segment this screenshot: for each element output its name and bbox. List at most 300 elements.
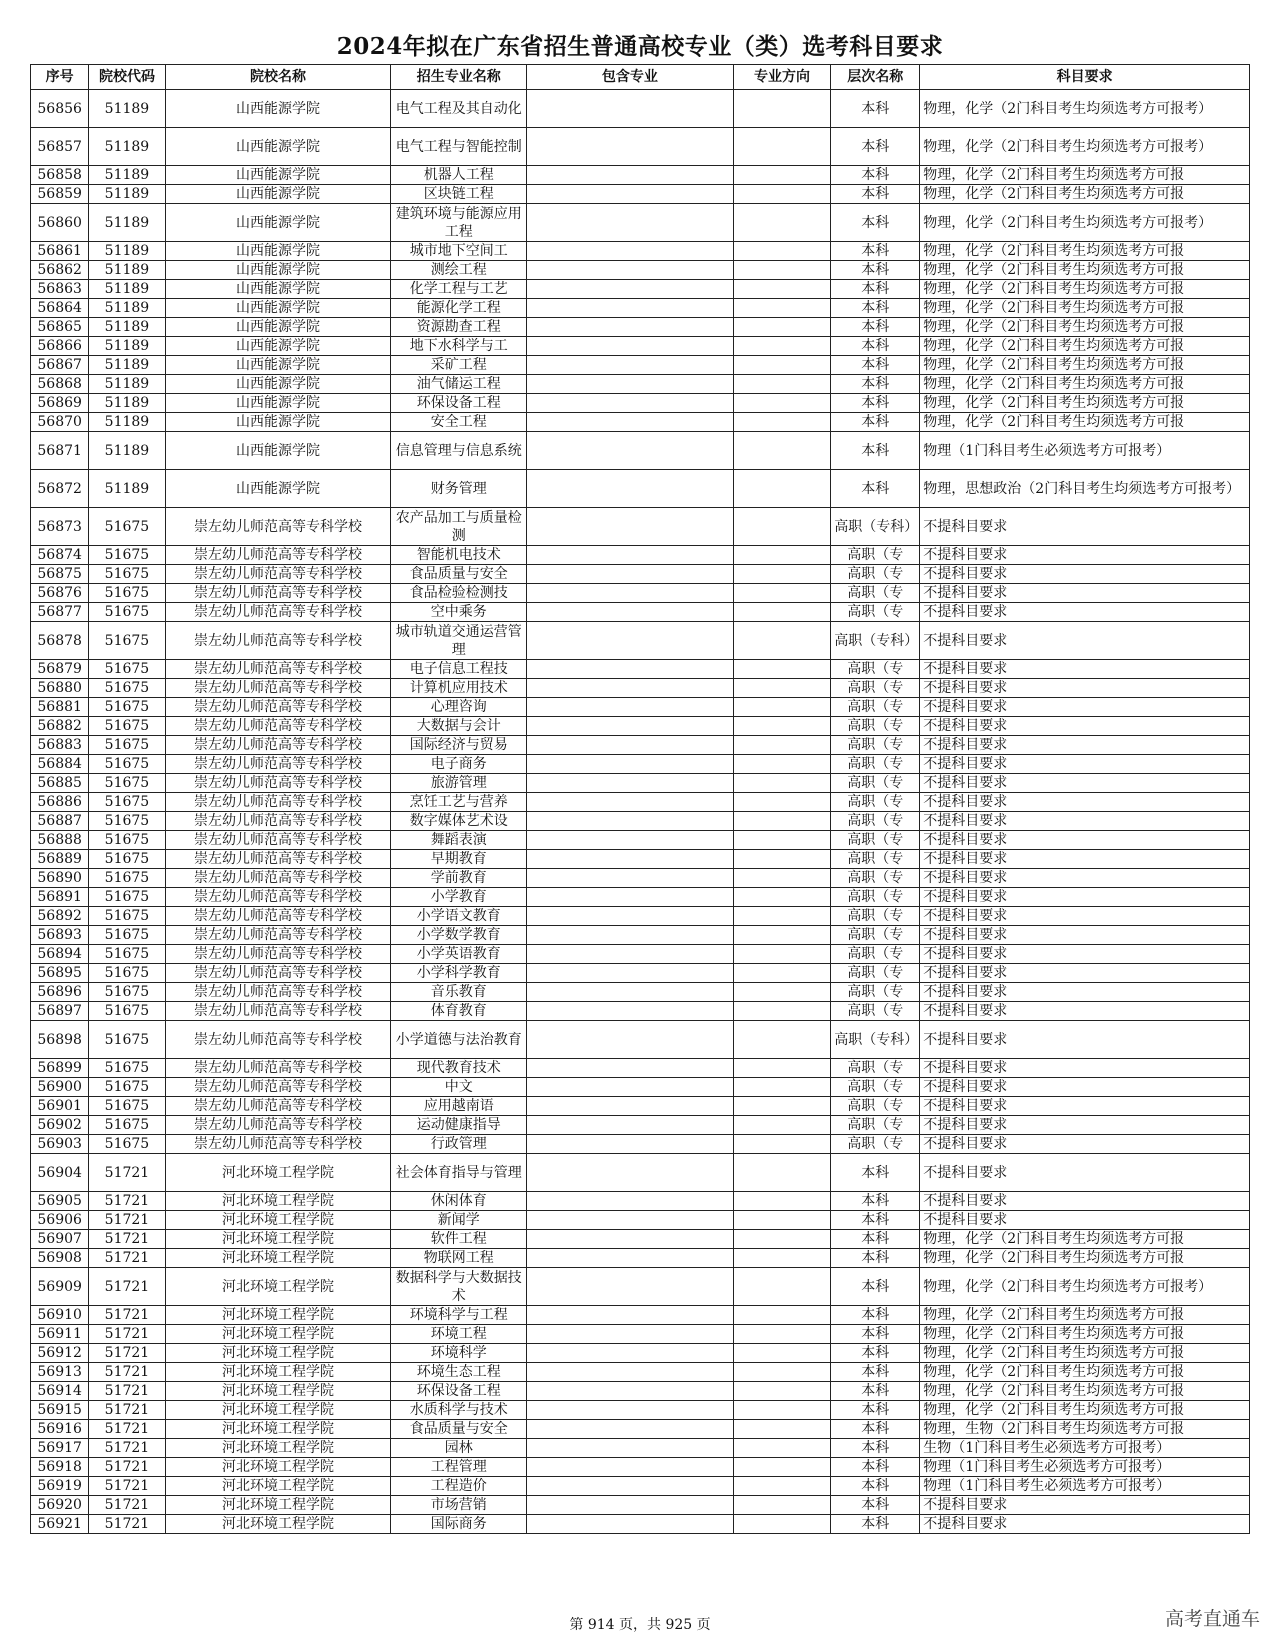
cell-seq: 56891 [31, 888, 89, 907]
cell-level: 高职（专 [831, 1097, 920, 1116]
cell-school-name: 河北环境工程学院 [165, 1401, 391, 1420]
cell-school-name: 山西能源学院 [165, 375, 391, 394]
table-row [31, 1363, 1250, 1382]
cell-seq: 56897 [31, 1002, 89, 1021]
cell-school-code: 51721 [89, 1496, 165, 1515]
cell-level: 高职（专科） [831, 508, 920, 546]
cell-school-code: 51189 [89, 185, 165, 204]
cell-subject-req: 不提科目要求 [920, 774, 1250, 793]
table-header-row [31, 65, 1250, 90]
cell-subject-req: 不提科目要求 [920, 546, 1250, 565]
cell-subject-req: 不提科目要求 [920, 1515, 1250, 1534]
cell-major-name: 中文 [391, 1078, 527, 1097]
cell-major-name: 电子商务 [391, 755, 527, 774]
cell-subject-req: 物理，化学（2门科目考生均须选考方可报 [920, 185, 1250, 204]
cell-school-name: 河北环境工程学院 [165, 1230, 391, 1249]
table-row [31, 1325, 1250, 1344]
cell-level: 高职（专 [831, 812, 920, 831]
cell-included-majors [527, 1458, 734, 1477]
cell-school-code: 51721 [89, 1420, 165, 1439]
cell-level: 本科 [831, 394, 920, 413]
cell-included-majors [527, 1059, 734, 1078]
cell-school-code: 51189 [89, 356, 165, 375]
brand-watermark: 高考直通车 [1164, 1608, 1260, 1630]
col-header-school-code: 院校代码 [89, 65, 165, 90]
cell-seq: 56859 [31, 185, 89, 204]
cell-subject-req: 不提科目要求 [920, 1116, 1250, 1135]
table-row [31, 299, 1250, 318]
col-header-major-direction: 专业方向 [733, 65, 831, 90]
table-row [31, 774, 1250, 793]
cell-school-code: 51721 [89, 1249, 165, 1268]
cell-included-majors [527, 242, 734, 261]
cell-major-name: 小学英语教育 [391, 945, 527, 964]
table-row [31, 337, 1250, 356]
cell-included-majors [527, 185, 734, 204]
cell-major-direction [733, 1211, 831, 1230]
cell-major-name: 食品质量与安全 [391, 565, 527, 584]
cell-level: 本科 [831, 1230, 920, 1249]
cell-level: 本科 [831, 204, 920, 242]
cell-school-name: 崇左幼儿师范高等专科学校 [165, 1097, 391, 1116]
cell-included-majors [527, 907, 734, 926]
cell-major-direction [733, 1439, 831, 1458]
table-row [31, 1154, 1250, 1192]
table-row [31, 394, 1250, 413]
cell-included-majors [527, 318, 734, 337]
cell-included-majors [527, 394, 734, 413]
cell-school-code: 51189 [89, 299, 165, 318]
cell-seq: 56870 [31, 413, 89, 432]
cell-included-majors [527, 1382, 734, 1401]
cell-major-name: 食品质量与安全 [391, 1420, 527, 1439]
cell-included-majors [527, 679, 734, 698]
cell-subject-req: 不提科目要求 [920, 508, 1250, 546]
subject-requirements-table [30, 64, 1250, 1534]
cell-school-code: 51675 [89, 755, 165, 774]
cell-seq: 56879 [31, 660, 89, 679]
cell-major-direction [733, 565, 831, 584]
cell-major-name: 市场营销 [391, 1496, 527, 1515]
cell-major-name: 数据科学与大数据技术 [391, 1268, 527, 1306]
cell-subject-req: 不提科目要求 [920, 698, 1250, 717]
cell-school-name: 崇左幼儿师范高等专科学校 [165, 774, 391, 793]
table-row [31, 888, 1250, 907]
cell-major-direction [733, 812, 831, 831]
col-header-subject-req: 科目要求 [920, 65, 1250, 90]
cell-major-name: 城市地下空间工 [391, 242, 527, 261]
table-row [31, 242, 1250, 261]
table-row [31, 983, 1250, 1002]
cell-included-majors [527, 128, 734, 166]
cell-major-direction [733, 869, 831, 888]
cell-major-name: 城市轨道交通运营管理 [391, 622, 527, 660]
cell-major-name: 电气工程与智能控制 [391, 128, 527, 166]
cell-included-majors [527, 1306, 734, 1325]
cell-included-majors [527, 812, 734, 831]
cell-subject-req: 不提科目要求 [920, 736, 1250, 755]
cell-subject-req: 物理，化学（2门科目考生均须选考方可报 [920, 318, 1250, 337]
table-row [31, 166, 1250, 185]
cell-major-name: 旅游管理 [391, 774, 527, 793]
cell-seq: 56863 [31, 280, 89, 299]
cell-seq: 56911 [31, 1325, 89, 1344]
cell-school-name: 山西能源学院 [165, 337, 391, 356]
cell-included-majors [527, 337, 734, 356]
cell-included-majors [527, 755, 734, 774]
cell-included-majors [527, 945, 734, 964]
cell-major-direction [733, 394, 831, 413]
cell-major-direction [733, 1515, 831, 1534]
table-row [31, 261, 1250, 280]
table-row [31, 1496, 1250, 1515]
cell-major-name: 食品检验检测技 [391, 584, 527, 603]
cell-included-majors [527, 698, 734, 717]
cell-included-majors [527, 1420, 734, 1439]
cell-major-name: 环境科学与工程 [391, 1306, 527, 1325]
cell-school-code: 51675 [89, 508, 165, 546]
cell-seq: 56902 [31, 1116, 89, 1135]
cell-school-name: 山西能源学院 [165, 299, 391, 318]
cell-school-code: 51675 [89, 888, 165, 907]
cell-school-name: 河北环境工程学院 [165, 1363, 391, 1382]
cell-major-name: 现代教育技术 [391, 1059, 527, 1078]
cell-school-code: 51721 [89, 1192, 165, 1211]
cell-included-majors [527, 1439, 734, 1458]
cell-school-code: 51189 [89, 470, 165, 508]
cell-school-name: 河北环境工程学院 [165, 1344, 391, 1363]
cell-school-code: 51675 [89, 869, 165, 888]
cell-seq: 56912 [31, 1344, 89, 1363]
cell-level: 本科 [831, 1325, 920, 1344]
cell-level: 本科 [831, 356, 920, 375]
cell-subject-req: 不提科目要求 [920, 717, 1250, 736]
cell-major-direction [733, 926, 831, 945]
cell-subject-req: 物理（1门科目考生必须选考方可报考） [920, 1458, 1250, 1477]
table-row [31, 128, 1250, 166]
cell-included-majors [527, 1496, 734, 1515]
cell-major-name: 体育教育 [391, 1002, 527, 1021]
cell-included-majors [527, 565, 734, 584]
cell-subject-req: 物理，化学（2门科目考生均须选考方可报 [920, 1363, 1250, 1382]
cell-level: 本科 [831, 375, 920, 394]
cell-seq: 56894 [31, 945, 89, 964]
cell-major-direction [733, 1268, 831, 1306]
cell-school-name: 崇左幼儿师范高等专科学校 [165, 831, 391, 850]
cell-level: 高职（专 [831, 869, 920, 888]
cell-seq: 56917 [31, 1439, 89, 1458]
cell-school-name: 山西能源学院 [165, 185, 391, 204]
cell-school-name: 山西能源学院 [165, 280, 391, 299]
cell-level: 高职（专 [831, 1078, 920, 1097]
cell-seq: 56901 [31, 1097, 89, 1116]
cell-included-majors [527, 584, 734, 603]
cell-seq: 56883 [31, 736, 89, 755]
cell-major-direction [733, 983, 831, 1002]
cell-seq: 56914 [31, 1382, 89, 1401]
cell-school-code: 51675 [89, 831, 165, 850]
cell-major-direction [733, 584, 831, 603]
cell-subject-req: 物理，化学（2门科目考生均须选考方可报 [920, 413, 1250, 432]
cell-included-majors [527, 1401, 734, 1420]
cell-major-direction [733, 1230, 831, 1249]
cell-school-code: 51675 [89, 983, 165, 1002]
page-number: 第 914 页，共 925 页 [569, 1617, 711, 1633]
cell-subject-req: 不提科目要求 [920, 1496, 1250, 1515]
cell-subject-req: 物理，化学（2门科目考生均须选考方可报 [920, 299, 1250, 318]
cell-major-name: 物联网工程 [391, 1249, 527, 1268]
table-row [31, 1078, 1250, 1097]
cell-level: 高职（专 [831, 755, 920, 774]
cell-major-name: 园林 [391, 1439, 527, 1458]
cell-included-majors [527, 1154, 734, 1192]
cell-major-direction [733, 1078, 831, 1097]
cell-major-direction [733, 413, 831, 432]
cell-school-name: 崇左幼儿师范高等专科学校 [165, 793, 391, 812]
cell-subject-req: 物理，化学（2门科目考生均须选考方可报 [920, 1401, 1250, 1420]
cell-seq: 56857 [31, 128, 89, 166]
cell-seq: 56890 [31, 869, 89, 888]
cell-school-code: 51189 [89, 432, 165, 470]
cell-seq: 56895 [31, 964, 89, 983]
cell-subject-req: 不提科目要求 [920, 679, 1250, 698]
cell-school-code: 51675 [89, 945, 165, 964]
cell-major-name: 资源勘查工程 [391, 318, 527, 337]
cell-school-code: 51189 [89, 318, 165, 337]
cell-major-name: 应用越南语 [391, 1097, 527, 1116]
cell-subject-req: 物理，化学（2门科目考生均须选考方可报 [920, 375, 1250, 394]
table-row [31, 1268, 1250, 1306]
cell-school-name: 崇左幼儿师范高等专科学校 [165, 907, 391, 926]
cell-school-name: 崇左幼儿师范高等专科学校 [165, 850, 391, 869]
cell-major-direction [733, 204, 831, 242]
table-row [31, 546, 1250, 565]
cell-level: 本科 [831, 1363, 920, 1382]
cell-subject-req: 物理，化学（2门科目考生均须选考方可报考） [920, 128, 1250, 166]
cell-school-code: 51675 [89, 793, 165, 812]
table-row [31, 280, 1250, 299]
cell-seq: 56921 [31, 1515, 89, 1534]
cell-subject-req: 不提科目要求 [920, 660, 1250, 679]
cell-school-name: 崇左幼儿师范高等专科学校 [165, 1116, 391, 1135]
cell-school-code: 51675 [89, 1002, 165, 1021]
cell-subject-req: 物理，化学（2门科目考生均须选考方可报 [920, 1382, 1250, 1401]
table-row [31, 432, 1250, 470]
cell-major-direction [733, 318, 831, 337]
table-row [31, 755, 1250, 774]
cell-major-name: 化学工程与工艺 [391, 280, 527, 299]
table-row [31, 717, 1250, 736]
cell-seq: 56889 [31, 850, 89, 869]
cell-level: 高职（专 [831, 1135, 920, 1154]
cell-level: 本科 [831, 318, 920, 337]
col-header-school-name: 院校名称 [165, 65, 391, 90]
cell-school-code: 51675 [89, 698, 165, 717]
cell-major-name: 运动健康指导 [391, 1116, 527, 1135]
cell-level: 本科 [831, 90, 920, 128]
cell-seq: 56896 [31, 983, 89, 1002]
cell-subject-req: 物理，化学（2门科目考生均须选考方可报 [920, 280, 1250, 299]
table-row [31, 318, 1250, 337]
cell-major-name: 小学教育 [391, 888, 527, 907]
cell-school-name: 崇左幼儿师范高等专科学校 [165, 679, 391, 698]
table-row [31, 622, 1250, 660]
cell-school-name: 河北环境工程学院 [165, 1420, 391, 1439]
cell-level: 本科 [831, 1249, 920, 1268]
cell-level: 本科 [831, 1306, 920, 1325]
cell-subject-req: 不提科目要求 [920, 869, 1250, 888]
cell-school-code: 51675 [89, 1078, 165, 1097]
cell-major-name: 电子信息工程技 [391, 660, 527, 679]
cell-included-majors [527, 261, 734, 280]
cell-major-name: 音乐教育 [391, 983, 527, 1002]
cell-seq: 56919 [31, 1477, 89, 1496]
cell-included-majors [527, 1211, 734, 1230]
cell-major-name: 小学语文教育 [391, 907, 527, 926]
cell-school-code: 51675 [89, 774, 165, 793]
cell-school-code: 51189 [89, 261, 165, 280]
cell-major-direction [733, 242, 831, 261]
cell-seq: 56880 [31, 679, 89, 698]
cell-school-name: 崇左幼儿师范高等专科学校 [165, 717, 391, 736]
cell-subject-req: 不提科目要求 [920, 1097, 1250, 1116]
cell-level: 本科 [831, 1401, 920, 1420]
cell-seq: 56881 [31, 698, 89, 717]
cell-subject-req: 不提科目要求 [920, 888, 1250, 907]
cell-school-name: 山西能源学院 [165, 413, 391, 432]
cell-subject-req: 不提科目要求 [920, 850, 1250, 869]
cell-seq: 56872 [31, 470, 89, 508]
table-row [31, 1439, 1250, 1458]
cell-level: 高职（专 [831, 660, 920, 679]
cell-major-name: 能源化学工程 [391, 299, 527, 318]
cell-major-name: 早期教育 [391, 850, 527, 869]
cell-school-code: 51189 [89, 90, 165, 128]
table-row [31, 1458, 1250, 1477]
cell-school-name: 河北环境工程学院 [165, 1268, 391, 1306]
cell-seq: 56875 [31, 565, 89, 584]
cell-seq: 56876 [31, 584, 89, 603]
cell-subject-req: 不提科目要求 [920, 755, 1250, 774]
cell-school-name: 山西能源学院 [165, 204, 391, 242]
cell-school-name: 山西能源学院 [165, 432, 391, 470]
cell-school-code: 51675 [89, 584, 165, 603]
cell-included-majors [527, 1268, 734, 1306]
cell-subject-req: 物理，思想政治（2门科目考生均须选考方可报考） [920, 470, 1250, 508]
cell-major-direction [733, 1192, 831, 1211]
cell-level: 高职（专 [831, 717, 920, 736]
cell-major-direction [733, 470, 831, 508]
cell-level: 高职（专 [831, 907, 920, 926]
cell-seq: 56893 [31, 926, 89, 945]
cell-subject-req: 物理，生物（2门科目考生均须选考方可报 [920, 1420, 1250, 1439]
cell-major-name: 工程管理 [391, 1458, 527, 1477]
cell-level: 本科 [831, 261, 920, 280]
cell-major-name: 新闻学 [391, 1211, 527, 1230]
cell-subject-req: 不提科目要求 [920, 1002, 1250, 1021]
cell-level: 本科 [831, 432, 920, 470]
cell-included-majors [527, 90, 734, 128]
cell-subject-req: 不提科目要求 [920, 622, 1250, 660]
cell-seq: 56865 [31, 318, 89, 337]
cell-included-majors [527, 603, 734, 622]
cell-level: 本科 [831, 1439, 920, 1458]
cell-major-name: 环保设备工程 [391, 1382, 527, 1401]
cell-major-direction [733, 1325, 831, 1344]
cell-school-code: 51675 [89, 717, 165, 736]
table-row [31, 1420, 1250, 1439]
cell-level: 高职（专 [831, 793, 920, 812]
cell-included-majors [527, 831, 734, 850]
cell-school-code: 51721 [89, 1477, 165, 1496]
cell-seq: 56898 [31, 1021, 89, 1059]
cell-major-direction [733, 907, 831, 926]
cell-school-name: 崇左幼儿师范高等专科学校 [165, 603, 391, 622]
cell-major-direction [733, 888, 831, 907]
table-row [31, 508, 1250, 546]
cell-school-name: 山西能源学院 [165, 90, 391, 128]
cell-subject-req: 物理（1门科目考生必须选考方可报考） [920, 1477, 1250, 1496]
cell-major-direction [733, 1154, 831, 1192]
cell-level: 高职（专 [831, 1059, 920, 1078]
cell-major-direction [733, 831, 831, 850]
cell-major-name: 烹饪工艺与营养 [391, 793, 527, 812]
cell-major-name: 计算机应用技术 [391, 679, 527, 698]
table-row [31, 1230, 1250, 1249]
cell-school-code: 51189 [89, 242, 165, 261]
page-title: 2024年拟在广东省招生普通高校专业（类）选考科目要求 [336, 33, 944, 60]
cell-school-code: 51675 [89, 660, 165, 679]
cell-major-direction [733, 1021, 831, 1059]
cell-included-majors [527, 204, 734, 242]
cell-included-majors [527, 299, 734, 318]
cell-seq: 56866 [31, 337, 89, 356]
cell-major-name: 电气工程及其自动化 [391, 90, 527, 128]
cell-school-code: 51721 [89, 1230, 165, 1249]
cell-major-direction [733, 964, 831, 983]
cell-major-name: 软件工程 [391, 1230, 527, 1249]
cell-included-majors [527, 717, 734, 736]
col-header-seq: 序号 [31, 65, 89, 90]
cell-school-name: 山西能源学院 [165, 394, 391, 413]
cell-major-direction [733, 1097, 831, 1116]
cell-included-majors [527, 1249, 734, 1268]
cell-major-name: 空中乘务 [391, 603, 527, 622]
table-row [31, 945, 1250, 964]
cell-included-majors [527, 736, 734, 755]
cell-school-code: 51721 [89, 1439, 165, 1458]
cell-level: 高职（专 [831, 964, 920, 983]
cell-major-name: 环境生态工程 [391, 1363, 527, 1382]
cell-major-direction [733, 1002, 831, 1021]
cell-school-code: 51675 [89, 1021, 165, 1059]
cell-level: 高职（专 [831, 679, 920, 698]
cell-school-name: 崇左幼儿师范高等专科学校 [165, 812, 391, 831]
cell-level: 本科 [831, 1344, 920, 1363]
cell-school-code: 51675 [89, 1059, 165, 1078]
cell-major-direction [733, 1496, 831, 1515]
cell-included-majors [527, 1192, 734, 1211]
table-row [31, 1002, 1250, 1021]
cell-seq: 56915 [31, 1401, 89, 1420]
cell-seq: 56905 [31, 1192, 89, 1211]
table-row [31, 660, 1250, 679]
cell-major-name: 国际经济与贸易 [391, 736, 527, 755]
cell-seq: 56916 [31, 1420, 89, 1439]
table-row [31, 413, 1250, 432]
cell-level: 高职（专 [831, 831, 920, 850]
cell-major-name: 工程造价 [391, 1477, 527, 1496]
